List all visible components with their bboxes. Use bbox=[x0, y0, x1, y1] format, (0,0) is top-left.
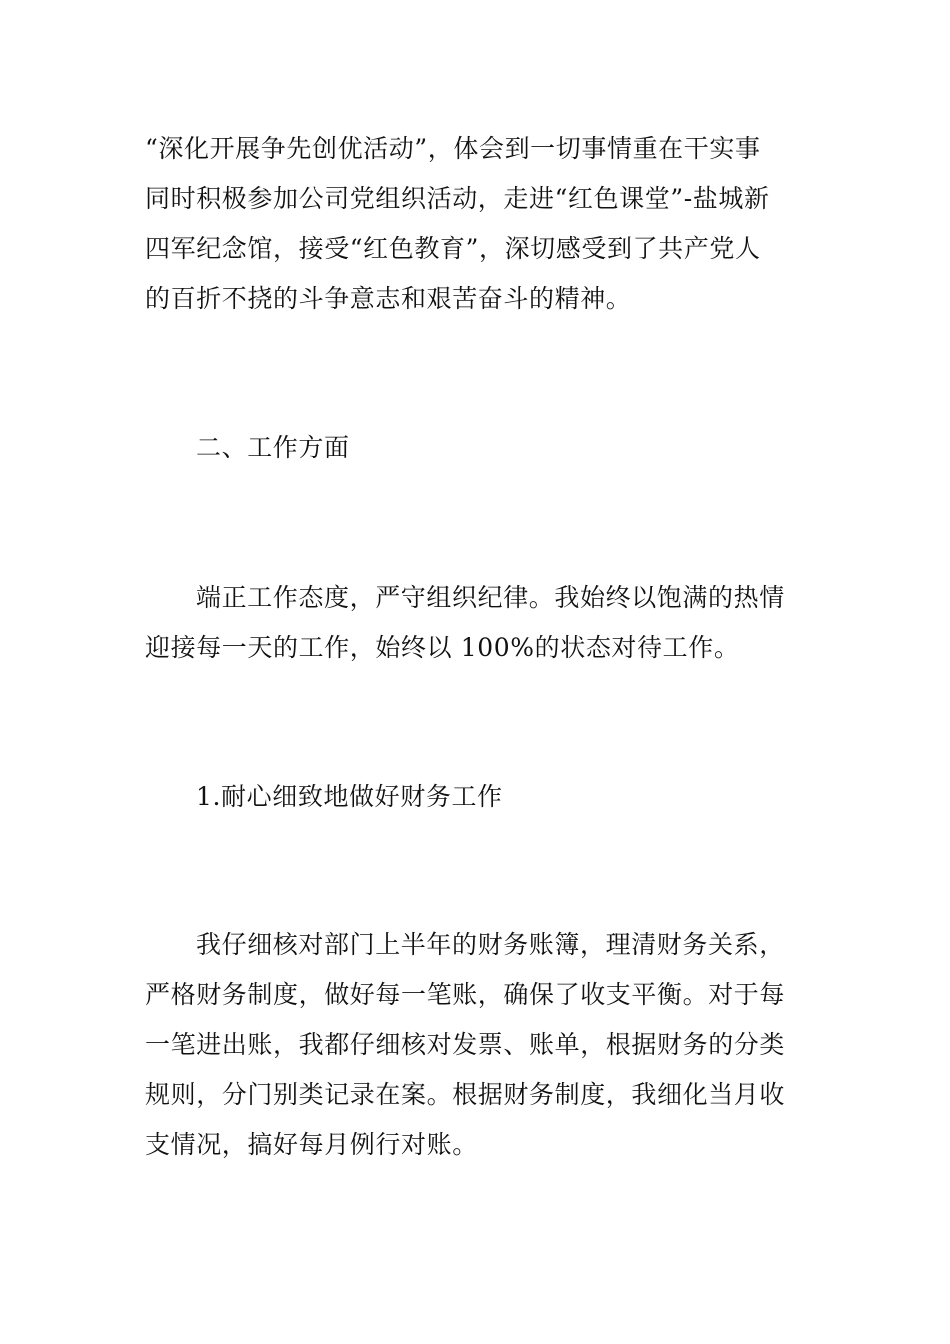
text-line: 四军纪念馆，接受“红色教育”，深切感受到了共产党人 bbox=[145, 234, 761, 263]
subsection-heading-finance: 1.耐心细致地做好财务工作 bbox=[196, 782, 503, 811]
text-line: 的百折不挠的斗争意志和艰苦奋斗的精神。 bbox=[145, 284, 632, 313]
text-line: 同时积极参加公司党组织活动，走进“红色课堂”-盐城新 bbox=[145, 184, 770, 213]
text-line: 规则，分门别类记录在案。根据财务制度，我细化当月收 bbox=[145, 1080, 786, 1109]
text-line: 我仔细核对部门上半年的财务账簿，理清财务关系， bbox=[196, 930, 785, 959]
text-line: “深化开展争先创优活动”，体会到一切事情重在干实事 bbox=[145, 134, 761, 163]
text-line: 严格财务制度，做好每一笔账，确保了收支平衡。对于每 bbox=[145, 980, 786, 1009]
text-line: 支情况，搞好每月例行对账。 bbox=[145, 1130, 478, 1159]
text-line: 迎接每一天的工作，始终以 100%的状态对待工作。 bbox=[145, 633, 740, 662]
text-line: 端正工作态度，严守组织纪律。我始终以饱满的热情 bbox=[196, 583, 785, 612]
text-line: 一笔进出账，我都仔细核对发票、账单，根据财务的分类 bbox=[145, 1030, 786, 1059]
section-heading-work: 二、工作方面 bbox=[196, 433, 350, 462]
